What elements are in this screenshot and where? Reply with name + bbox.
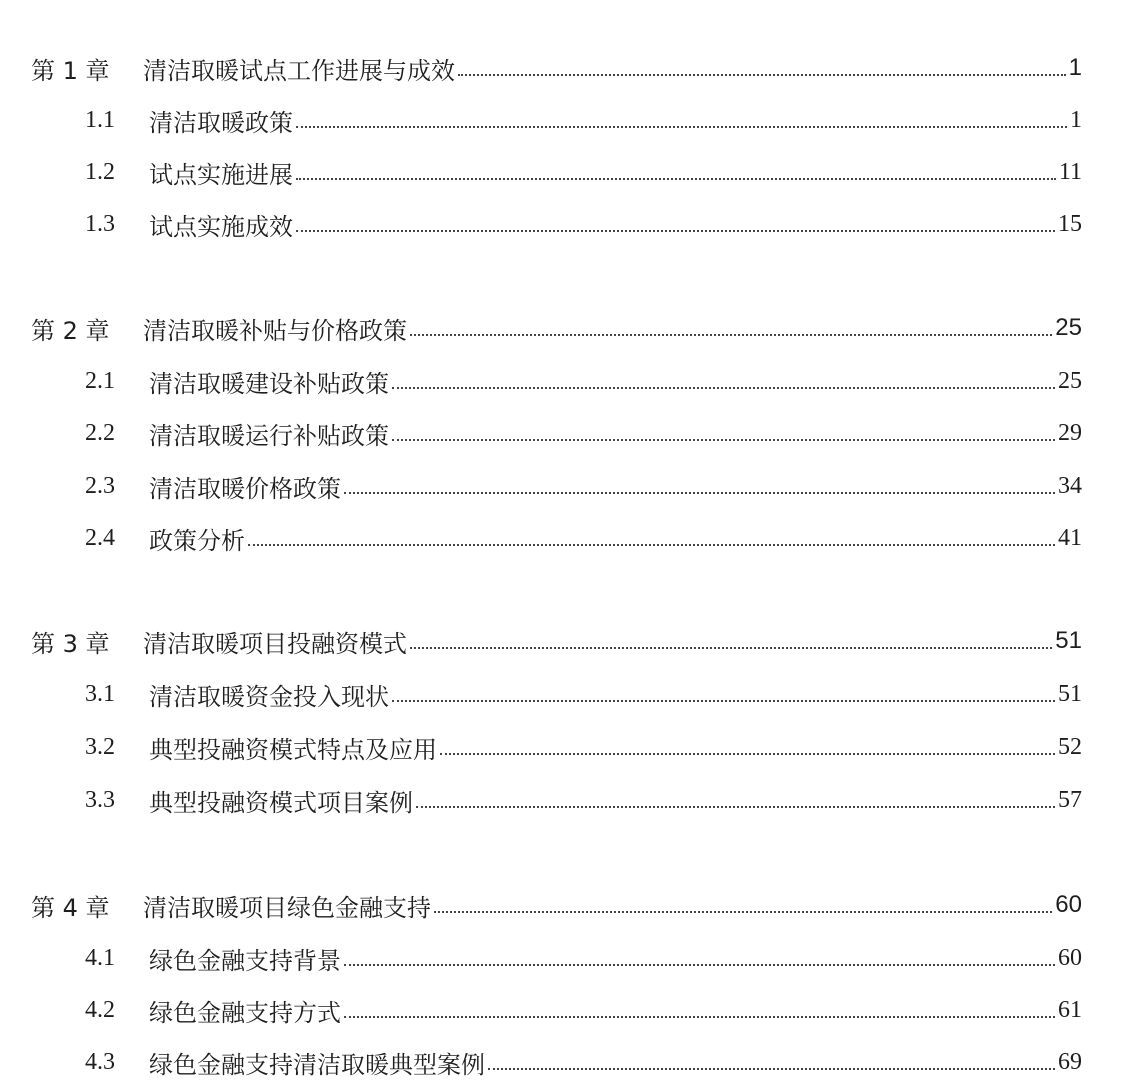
section-number: 3.2 xyxy=(85,733,115,760)
dot-leader xyxy=(416,806,1055,808)
section-title: 绿色金融支持背景 xyxy=(149,946,341,975)
toc-section-2-4[interactable] xyxy=(85,520,1082,556)
page-number: 1 xyxy=(1070,106,1082,133)
page-number: 57 xyxy=(1058,786,1082,813)
dot-leader xyxy=(392,387,1055,389)
toc-section-3-1[interactable] xyxy=(85,676,1082,712)
chapter-title: 清洁取暖项目绿色金融支持 xyxy=(143,893,431,922)
toc-section-4-2[interactable] xyxy=(85,992,1082,1028)
dot-leader xyxy=(248,544,1055,546)
section-number: 3.3 xyxy=(85,786,115,813)
toc-section-1-2[interactable] xyxy=(85,154,1082,190)
page-number: 51 xyxy=(1055,627,1082,654)
chapter-title: 清洁取暖补贴与价格政策 xyxy=(143,316,407,345)
dot-leader xyxy=(488,1068,1055,1070)
section-number: 2.2 xyxy=(85,419,115,446)
page-number: 34 xyxy=(1058,472,1082,499)
dot-leader xyxy=(296,230,1055,232)
section-title: 试点实施成效 xyxy=(149,212,293,241)
section-number: 1.2 xyxy=(85,158,115,185)
page-number: 51 xyxy=(1058,680,1082,707)
toc-section-1-1[interactable] xyxy=(85,102,1082,138)
page-number: 11 xyxy=(1058,158,1082,185)
chapter-number: 第 2 章 xyxy=(31,316,110,345)
dot-leader xyxy=(434,911,1052,913)
dot-leader xyxy=(458,74,1066,76)
page-number: 25 xyxy=(1058,367,1082,394)
section-title: 绿色金融支持方式 xyxy=(149,998,341,1027)
section-title: 绿色金融支持清洁取暖典型案例 xyxy=(149,1050,485,1079)
page-number: 60 xyxy=(1058,944,1082,971)
dot-leader xyxy=(296,178,1056,180)
dot-leader xyxy=(344,964,1055,966)
section-title: 清洁取暖运行补贴政策 xyxy=(149,421,389,450)
section-number: 2.1 xyxy=(85,367,115,394)
toc-chapter-4[interactable] xyxy=(31,887,1082,923)
page-number: 41 xyxy=(1058,524,1082,551)
page-number: 61 xyxy=(1058,996,1082,1023)
chapter-number: 第 3 章 xyxy=(31,629,110,658)
toc-chapter-1[interactable] xyxy=(31,50,1082,86)
section-number: 3.1 xyxy=(85,680,115,707)
toc-chapter-2[interactable] xyxy=(31,310,1082,346)
toc-section-3-3[interactable] xyxy=(85,782,1082,818)
section-number: 2.3 xyxy=(85,472,115,499)
dot-leader xyxy=(440,753,1055,755)
section-number: 1.1 xyxy=(85,106,115,133)
dot-leader xyxy=(344,1016,1055,1018)
chapter-number: 第 1 章 xyxy=(31,56,110,85)
toc-section-2-2[interactable] xyxy=(85,415,1082,451)
toc-section-4-3[interactable] xyxy=(85,1044,1082,1080)
section-title: 清洁取暖建设补贴政策 xyxy=(149,369,389,398)
chapter-title: 清洁取暖项目投融资模式 xyxy=(143,629,407,658)
section-number: 1.3 xyxy=(85,210,115,237)
toc-section-4-1[interactable] xyxy=(85,940,1082,976)
toc-chapter-3[interactable] xyxy=(31,623,1082,659)
section-title: 试点实施进展 xyxy=(149,160,293,189)
page-number: 1 xyxy=(1068,54,1082,81)
section-title: 典型投融资模式特点及应用 xyxy=(149,735,437,764)
chapter-title: 清洁取暖试点工作进展与成效 xyxy=(143,56,455,85)
dot-leader xyxy=(296,126,1067,128)
page-number: 29 xyxy=(1058,419,1082,446)
section-title: 政策分析 xyxy=(149,526,245,555)
section-number: 4.1 xyxy=(85,944,115,971)
dot-leader xyxy=(410,647,1052,649)
page-number: 60 xyxy=(1055,891,1082,918)
section-title: 典型投融资模式项目案例 xyxy=(149,788,413,817)
section-number: 4.2 xyxy=(85,996,115,1023)
dot-leader xyxy=(344,492,1055,494)
page-number: 15 xyxy=(1058,210,1082,237)
dot-leader xyxy=(392,700,1055,702)
toc-section-2-1[interactable] xyxy=(85,363,1082,399)
page-number: 52 xyxy=(1058,733,1082,760)
page-number: 25 xyxy=(1055,314,1082,341)
toc-section-2-3[interactable] xyxy=(85,468,1082,504)
section-number: 2.4 xyxy=(85,524,115,551)
section-title: 清洁取暖价格政策 xyxy=(149,474,341,503)
dot-leader xyxy=(392,439,1055,441)
section-number: 4.3 xyxy=(85,1048,115,1075)
dot-leader xyxy=(410,334,1052,336)
toc-section-3-2[interactable] xyxy=(85,729,1082,765)
section-title: 清洁取暖资金投入现状 xyxy=(149,682,389,711)
section-title: 清洁取暖政策 xyxy=(149,108,293,137)
page-number: 69 xyxy=(1058,1048,1082,1075)
toc-section-1-3[interactable] xyxy=(85,206,1082,242)
chapter-number: 第 4 章 xyxy=(31,893,110,922)
